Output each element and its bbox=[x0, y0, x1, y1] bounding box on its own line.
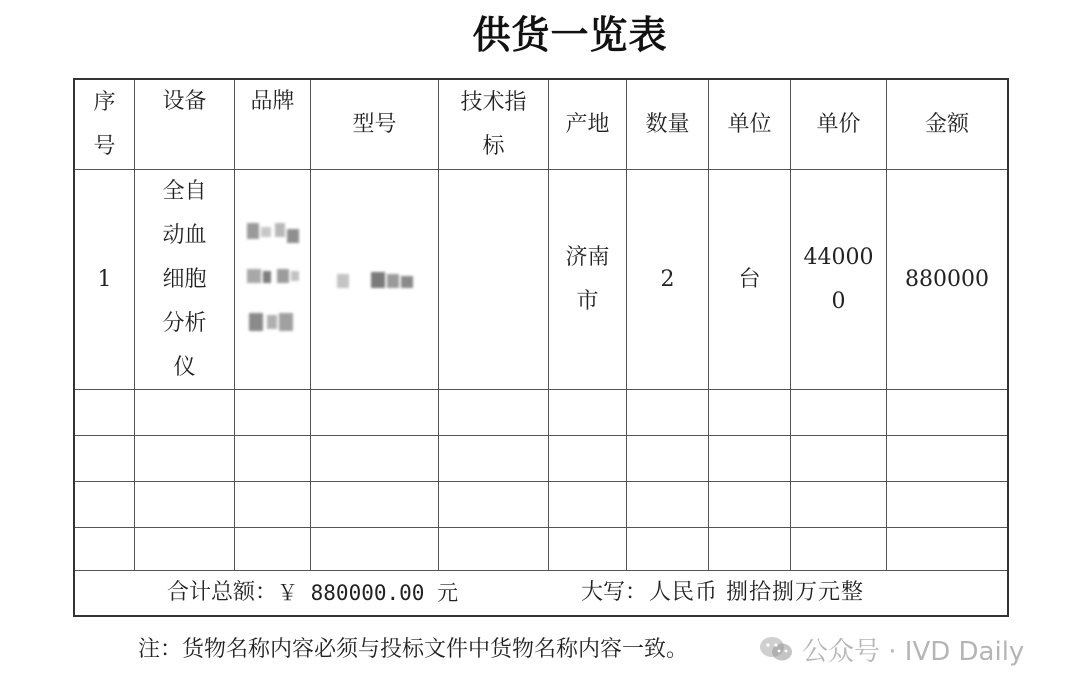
empty-cell bbox=[135, 527, 235, 571]
empty-cell bbox=[709, 436, 791, 482]
watermark bbox=[758, 632, 1024, 666]
empty-cell bbox=[549, 390, 627, 436]
row1-amount bbox=[887, 170, 1007, 390]
empty-cell bbox=[311, 390, 439, 436]
empty-cell bbox=[235, 527, 311, 571]
empty-cell bbox=[709, 390, 791, 436]
row1-device-line1: 全自 bbox=[162, 178, 207, 204]
watermark-text: 公众号 · IVD Daily bbox=[802, 636, 1025, 667]
header-unit-label: 单位 bbox=[727, 111, 772, 137]
header-device-label: 设备 bbox=[162, 89, 207, 114]
row1-qty bbox=[627, 170, 709, 390]
uppercase-value: 人民币 捌拾捌万元整 bbox=[649, 580, 864, 605]
brand-pixelated-mask bbox=[245, 221, 301, 339]
empty-cell bbox=[627, 482, 709, 528]
totals-row bbox=[75, 571, 1007, 615]
empty-cell bbox=[135, 436, 235, 482]
header-spec-line2: 标 bbox=[482, 133, 505, 159]
empty-cell bbox=[549, 482, 627, 528]
empty-cell bbox=[709, 527, 791, 571]
pixelated-model-graphic bbox=[333, 268, 417, 292]
header-amount-label: 金额 bbox=[924, 111, 969, 137]
row1-price-line2: 0 bbox=[831, 288, 846, 314]
empty-cell bbox=[311, 527, 439, 571]
header-brand-label: 品牌 bbox=[250, 89, 295, 114]
header-price-label: 单价 bbox=[816, 111, 861, 137]
empty-cell bbox=[627, 390, 709, 436]
empty-cell bbox=[627, 436, 709, 482]
header-spec-line1: 技术指 bbox=[460, 89, 527, 115]
header-qty bbox=[627, 80, 709, 170]
row1-price bbox=[791, 170, 887, 390]
empty-cell bbox=[439, 527, 549, 571]
row1-price-line1: 44000 bbox=[803, 244, 874, 270]
header-index bbox=[75, 80, 135, 170]
empty-cell bbox=[791, 527, 887, 571]
header-origin-label: 产地 bbox=[565, 111, 610, 137]
empty-cell bbox=[439, 436, 549, 482]
row1-device bbox=[135, 170, 235, 390]
row1-model-redacted bbox=[311, 170, 439, 390]
empty-cell bbox=[135, 390, 235, 436]
pixelated-brand-graphic bbox=[245, 221, 301, 339]
empty-cell bbox=[235, 482, 311, 528]
empty-cell bbox=[549, 527, 627, 571]
row1-origin-line1: 济南 bbox=[565, 244, 610, 270]
row1-spec bbox=[439, 170, 549, 390]
empty-cell bbox=[75, 527, 135, 571]
row1-unit-value: 台 bbox=[738, 266, 761, 292]
empty-cell bbox=[887, 436, 1007, 482]
row1-origin bbox=[549, 170, 627, 390]
empty-cell bbox=[887, 390, 1007, 436]
row1-device-line3: 细胞 bbox=[162, 266, 207, 292]
row1-device-line4: 分析 bbox=[162, 310, 207, 336]
empty-cell bbox=[75, 390, 135, 436]
wechat-icon bbox=[758, 635, 794, 663]
row1-brand-redacted bbox=[235, 170, 311, 390]
header-model bbox=[311, 80, 439, 170]
header-qty-label: 数量 bbox=[645, 111, 690, 137]
header-index-line1: 序 bbox=[93, 89, 116, 115]
empty-cell bbox=[75, 436, 135, 482]
empty-cell bbox=[439, 390, 549, 436]
empty-cell bbox=[791, 436, 887, 482]
row1-amount-value: 880000 bbox=[905, 266, 989, 292]
uppercase-label: 大写： bbox=[581, 580, 648, 605]
empty-cell bbox=[887, 527, 1007, 571]
header-model-label: 型号 bbox=[352, 111, 397, 137]
empty-cell bbox=[709, 482, 791, 528]
total-label: 合计总额： bbox=[167, 580, 278, 605]
empty-cell bbox=[235, 436, 311, 482]
header-price bbox=[791, 80, 887, 170]
header-amount bbox=[887, 80, 1007, 170]
empty-cell bbox=[311, 436, 439, 482]
row1-index-value: 1 bbox=[97, 266, 112, 292]
row1-qty-value: 2 bbox=[660, 266, 675, 292]
empty-cell bbox=[439, 482, 549, 528]
row1-device-line5: 仪 bbox=[173, 354, 196, 380]
empty-cell bbox=[791, 482, 887, 528]
row1-index bbox=[75, 170, 135, 390]
empty-cell bbox=[311, 482, 439, 528]
empty-cell bbox=[75, 482, 135, 528]
empty-cell bbox=[549, 436, 627, 482]
header-unit bbox=[709, 80, 791, 170]
header-device bbox=[135, 80, 235, 170]
empty-cell bbox=[887, 482, 1007, 528]
empty-cell bbox=[627, 527, 709, 571]
total-value: ￥ 880000.00 元 bbox=[277, 581, 459, 605]
supply-table bbox=[73, 78, 1009, 617]
row1-unit bbox=[709, 170, 791, 390]
empty-cell bbox=[235, 390, 311, 436]
header-origin bbox=[549, 80, 627, 170]
header-index-line2: 号 bbox=[93, 133, 116, 159]
footnote: 注：货物名称内容必须与投标文件中货物名称内容一致。 bbox=[138, 637, 689, 662]
row1-device-line2: 动血 bbox=[162, 222, 207, 248]
header-spec bbox=[439, 80, 549, 170]
document-title: 供货一览表 bbox=[472, 13, 668, 57]
empty-cell bbox=[135, 482, 235, 528]
empty-cell bbox=[791, 390, 887, 436]
header-brand bbox=[235, 80, 311, 170]
row1-origin-line2: 市 bbox=[576, 288, 599, 314]
